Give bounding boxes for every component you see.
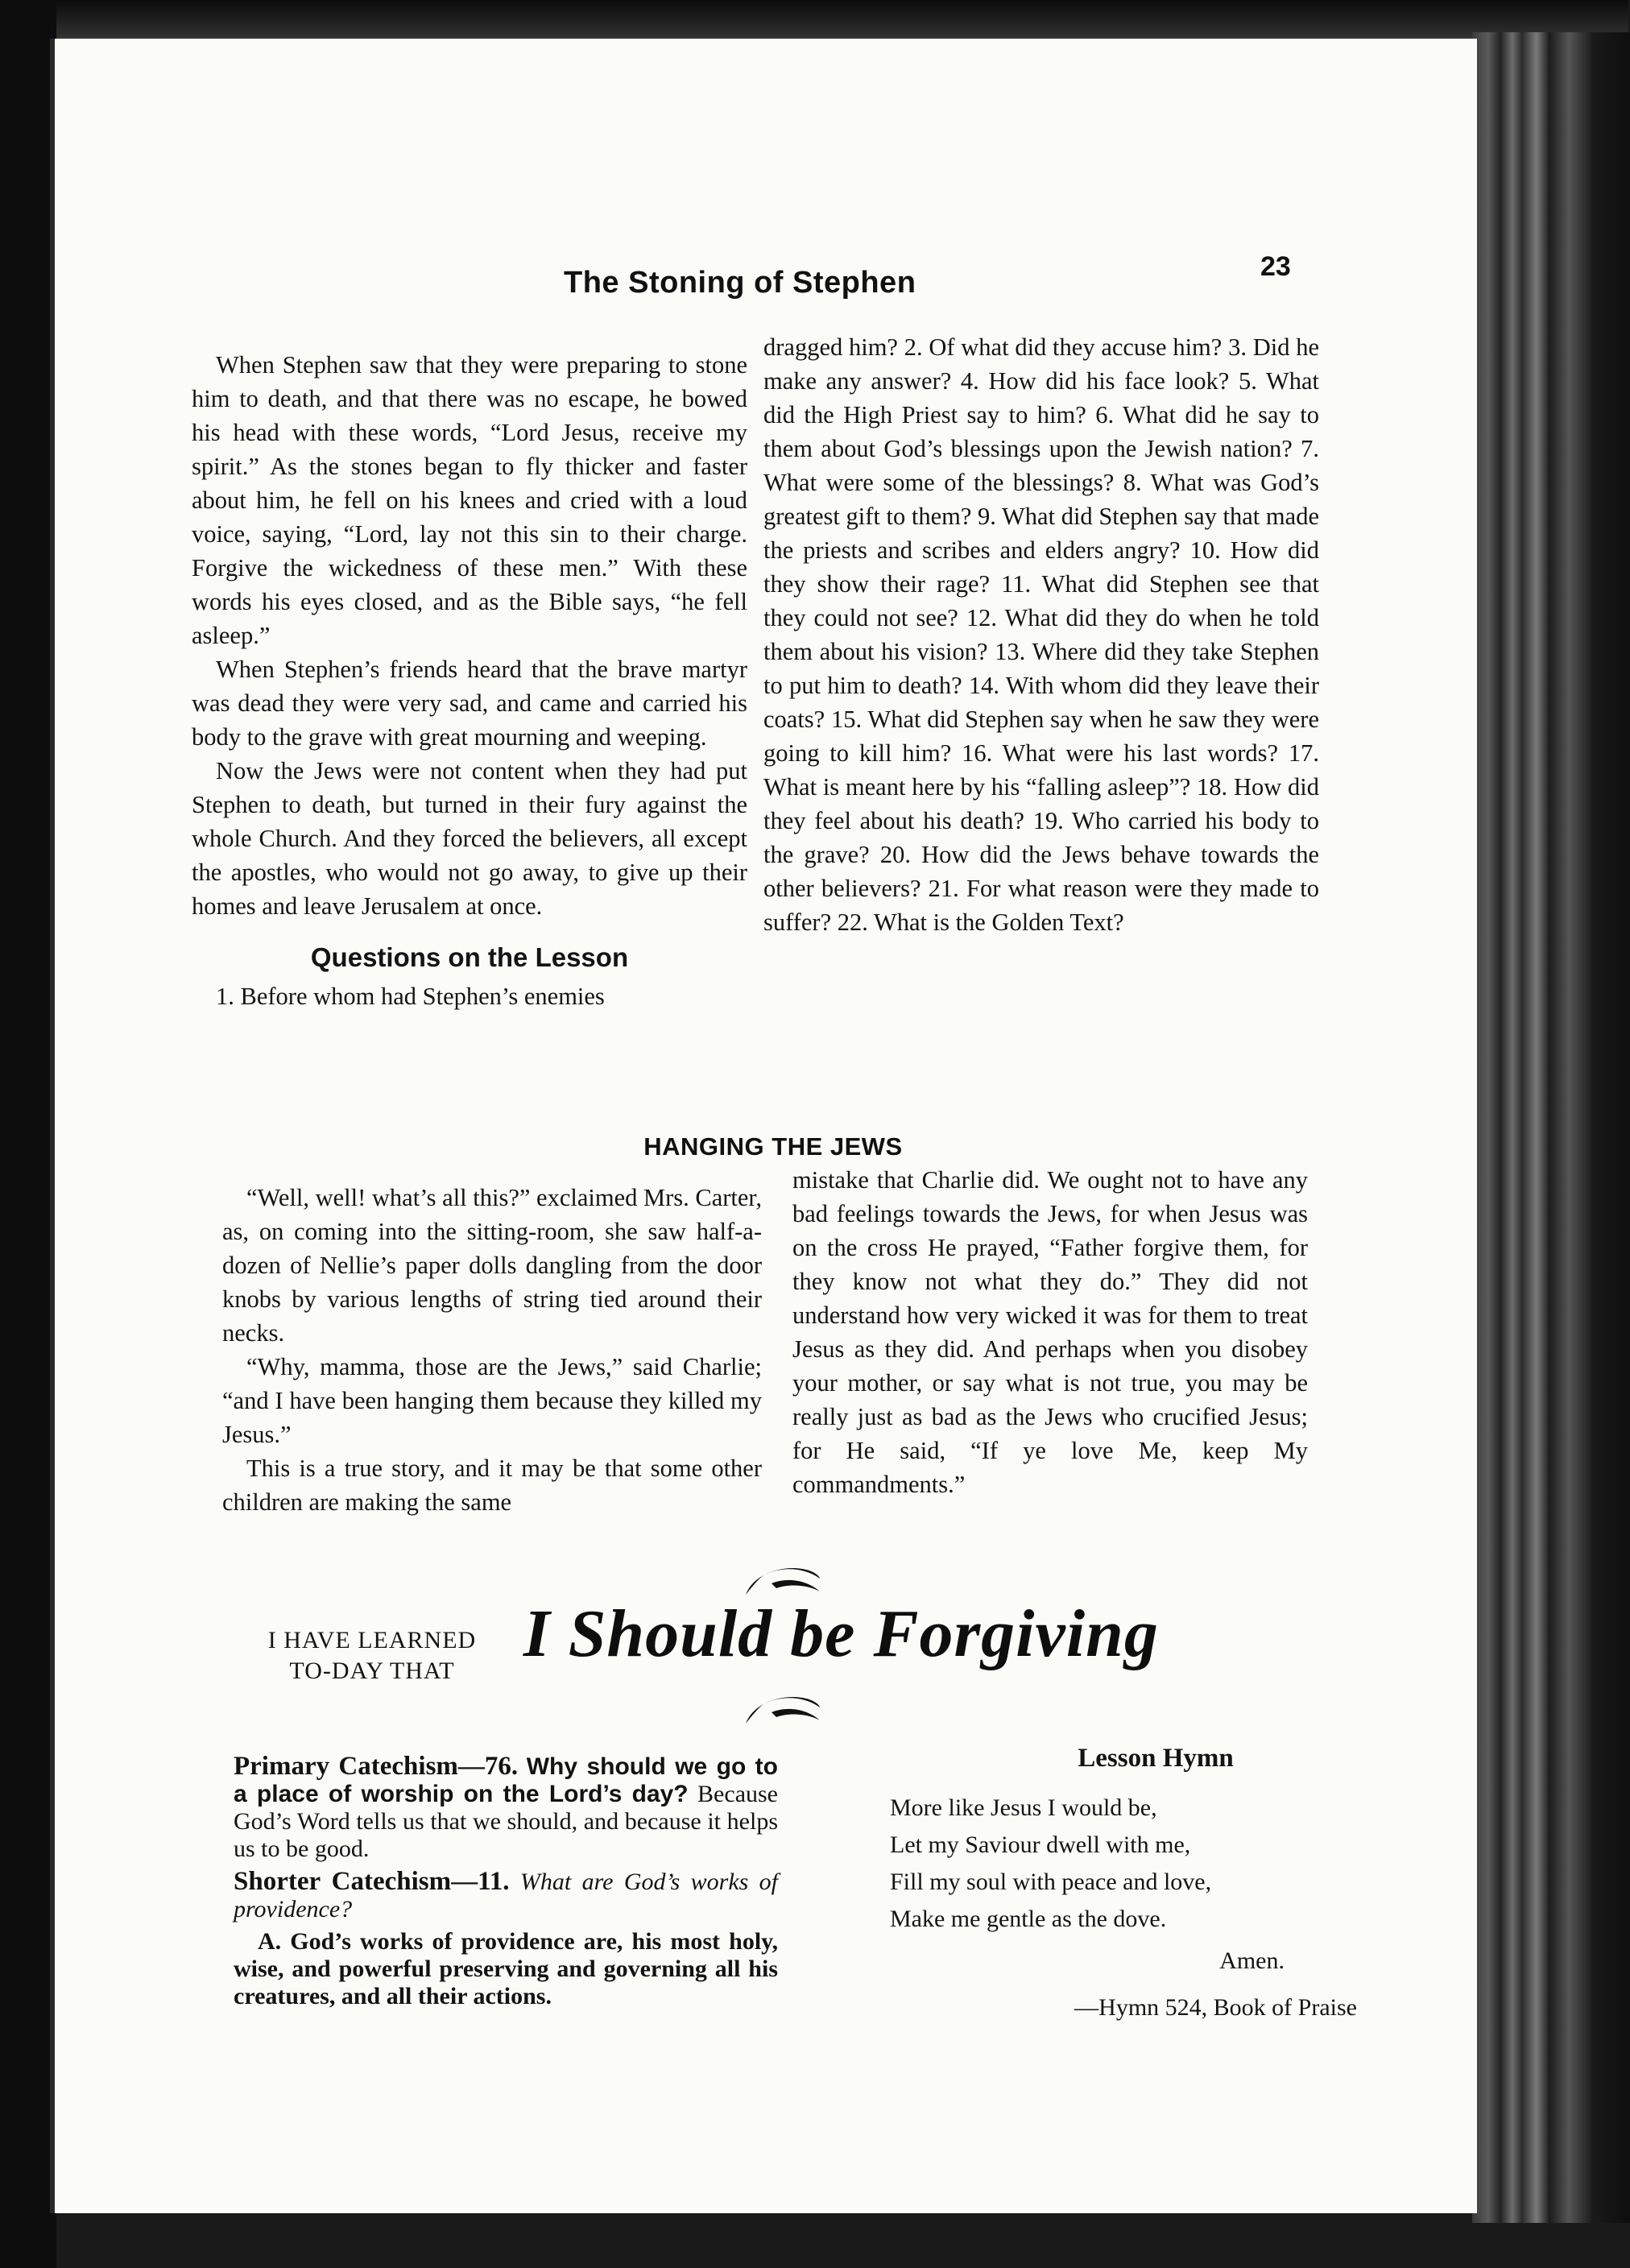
hanging-column-right	[792, 1163, 1308, 1501]
page-title: The Stoning of Stephen	[564, 266, 916, 300]
questions-continued: dragged him? 2. Of what did they accuse him? 3. Did he make any answer? 4. How did his face look? 5. What did the High Priest say to him? 6. What did he say to them about God’s blessings upon the Jewish nation? 7. What were some of the blessings? 8. What was God’s greatest gift to them? 9. What did Stephen say that made the priests and scribes and elders angry? 10. How did they show their rage? 11. What did Stephen see that they could not see? 12. What did they do when he told them about his vision? 13. Where did they take Stephen to put him to death? 14. With whom did they leave their coats? 15. What did Stephen say when he saw they were going to kill him? 16. What were his last words? 17. What is meant here by his “falling asleep”? 18. How did they feel about his death? 19. Who carried his body to the grave? 20. How did the Jews behave towards the other believers? 21. For what reason were they made to suffer? 22. What is the Golden Text?	[763, 333, 1319, 936]
hymn-title: Lesson Hymn	[1078, 1744, 1234, 1773]
primary-catechism-label: Primary Catechism—76.	[234, 1752, 519, 1781]
hymn-amen: Amen.	[1219, 1947, 1285, 1974]
hanging-heading: HANGING THE JEWS	[643, 1132, 903, 1161]
story-column-right	[763, 330, 1319, 939]
hanging-column-left	[222, 1181, 762, 1519]
catechism-block	[234, 1753, 778, 2015]
story-column-left	[192, 348, 747, 1013]
shorter-catechism-question: What are God’s works of providence?	[234, 1869, 778, 1922]
hymn-line: More like Jesus I would be,	[890, 1794, 1157, 1821]
story-paragraph: Now the Jews were not content when they had put Stephen to death, but turned in their fury against the whole Church. And they forced the believers, all except the apostles, who would not go away, to give up their homes and leave Jerusalem at once.	[192, 757, 747, 920]
shorter-catechism	[234, 1868, 778, 1923]
hanging-paragraph: “Why, mamma, those are the Jews,” said Charlie; “and I have been hanging them because they killed my Jesus.”	[222, 1353, 762, 1448]
hymn-line: Fill my soul with peace and love,	[890, 1869, 1212, 1895]
page-number: 23	[1260, 251, 1291, 282]
hanging-paragraph: This is a true story, and it may be that some other children are making the same	[222, 1455, 762, 1516]
hanging-paragraph: “Well, well! what’s all this?” exclaimed Mrs. Carter, as, on coming into the sitting-room, she saw half-a-dozen of Nellie’s paper dolls dangling from the door knobs by various lengths of string tied around their necks.	[222, 1184, 762, 1347]
hanging-paragraph-continued: mistake that Charlie did. We ought not to have any bad feelings towards the Jews, for when Jesus was on the cross He prayed, “Father forgive them, for they know not what they do.” They did not understand how very wicked it was for them to treat Jesus as they did. And perhaps when you disobey your mother, or say what is not true, you may be really just as bad as the Jews who crucified Jesus; for He said, “If ye love Me, keep My commandments.”	[792, 1166, 1308, 1498]
lesson-hymn	[890, 1740, 1357, 2026]
primary-catechism	[234, 1753, 778, 1863]
primary-catechism-question: Why should we go to a place of worship on the Lord’s day?	[234, 1753, 778, 1807]
hymn-line: Let my Saviour dwell with me,	[890, 1831, 1191, 1858]
ornament-swash-bottom-icon	[739, 1690, 828, 1730]
book-page-edges	[1472, 32, 1630, 2223]
learned-line-2: TO-DAY THAT	[289, 1658, 455, 1684]
primary-catechism-answer: Because God’s Word tells us that we should, and because it helps us to be good.	[234, 1781, 778, 1862]
story-paragraph: When Stephen’s friends heard that the brave martyr was dead they were very sad, and came and carried his body to the grave with great mourning and weeping.	[192, 656, 747, 751]
shorter-catechism-label: Shorter Catechism—11.	[234, 1867, 510, 1896]
left-scan-edge	[0, 0, 56, 2268]
learned-prefix	[235, 1625, 509, 1687]
shorter-catechism-answer: A. God’s works of providence are, his most holy, wise, and powerful preserving and governing all his creatures, and all their actions.	[234, 1928, 778, 2009]
learned-line-1: I HAVE LEARNED	[267, 1627, 477, 1653]
learned-headline: I Should be Forgiving	[523, 1596, 1159, 1671]
questions-start: 1. Before whom had Stephen’s enemies	[216, 983, 605, 1010]
story-paragraph: When Stephen saw that they were preparing to stone him to death, and that there was no escape, he bowed his head with these words, “Lord Jesus, receive my spirit.” As the stones began to fly thicker and faster about him, he fell on his knees and cried with a loud voice, saying, “Lord, lay not this sin to their charge. Forgive the wickedness of these men.” With these words his eyes closed, and as the Bible says, “he fell asleep.”	[192, 351, 747, 649]
hymn-reference: —Hymn 524, Book of Praise	[1074, 1994, 1357, 2021]
questions-heading: Questions on the Lesson	[310, 942, 629, 972]
hymn-line: Make me gentle as the dove.	[890, 1906, 1167, 1932]
